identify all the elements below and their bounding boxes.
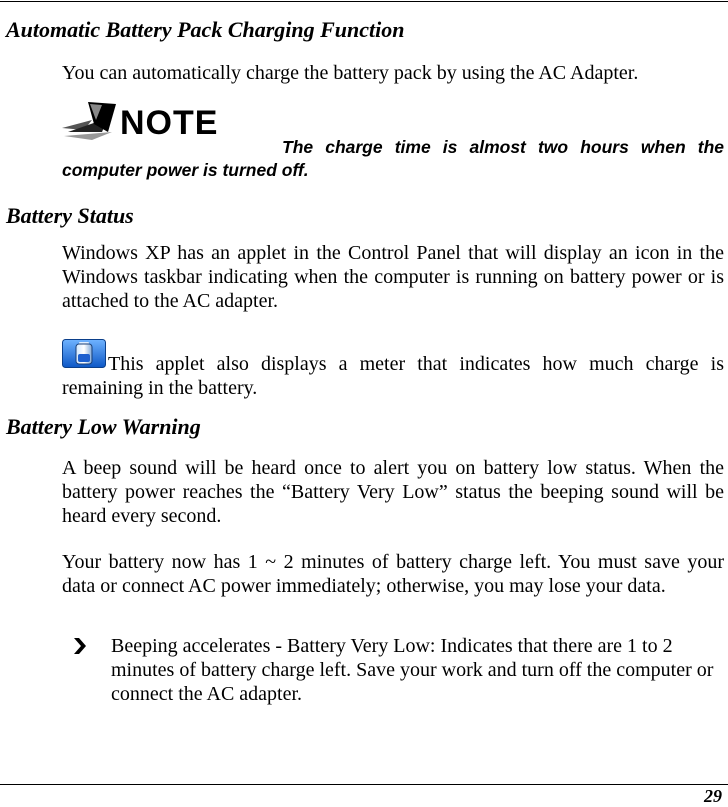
heading-auto-charging: Automatic Battery Pack Charging Function — [6, 17, 405, 42]
heading-battery-status: Battery Status — [6, 203, 134, 228]
auto-charging-text: You can automatically charge the battery pack by using the AC Adapter. — [62, 62, 639, 84]
chevron-right-icon — [74, 638, 86, 654]
footer-rule — [0, 784, 728, 785]
battery-applet-paragraph: This applet also displays a meter that indicates how much charge is remaining in the battery. — [62, 353, 724, 399]
note-text: The charge time is almost two hours when the computer power is turned off. — [62, 137, 724, 180]
battery-very-low-paragraph: Your battery now has 1 ~ 2 minutes of battery charge left. You must save your data or connect AC power immediately; otherwise, you may lose your data. — [62, 551, 724, 597]
page-number: 29 — [704, 786, 722, 806]
note-label: NOTE — [120, 104, 219, 142]
battery-status-paragraph: Windows XP has an applet in the Control Panel that will display an icon in the Windows taskbar indicating when the computer is running on battery power or is attached to the AC adapter. — [62, 242, 724, 312]
top-rule — [0, 1, 728, 2]
battery-low-paragraph: A beep sound will be heard once to alert you on battery low status. When the battery power reaches the “Battery Very Low” status the beeping sound will be heard every second. — [62, 457, 724, 527]
heading-battery-low: Battery Low Warning — [6, 414, 201, 439]
beeping-bullet-item: Beeping accelerates - Battery Very Low: Indicates that there are 1 to 2 minutes of battery charge left. Save your work and turn off the computer or connect the AC adapter. — [111, 635, 714, 705]
